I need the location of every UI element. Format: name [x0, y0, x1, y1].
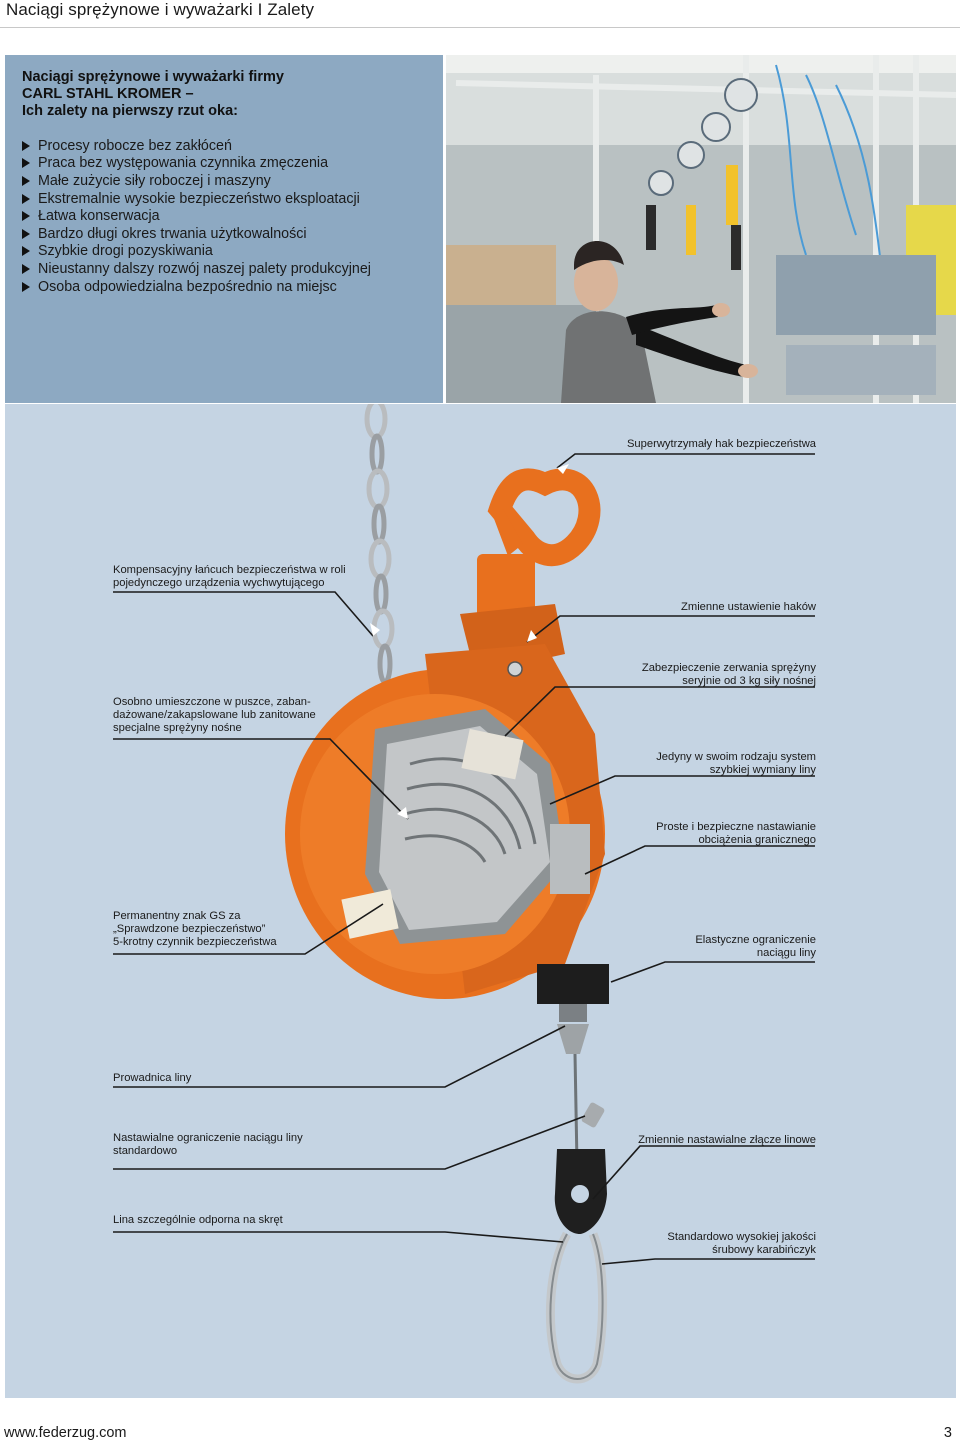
callout-text: Standardowo wysokiej jakości [667, 1231, 816, 1243]
title-divider [0, 27, 960, 28]
safety-hook [477, 479, 589, 624]
benefit-label: Ekstremalnie wysokie bezpieczeństwo eksploatacji [38, 190, 360, 207]
callout-springs [113, 696, 316, 736]
callout-text: Kompensacyjny łańcuch bezpieczeństwa w roli [113, 564, 346, 576]
benefit-item [22, 260, 371, 278]
bullet-triangle-icon [22, 194, 30, 204]
benefit-label: Szybkie drogi pozyskiwania [38, 243, 213, 260]
callout-chain [113, 564, 346, 590]
benefit-label: Praca bez występowania czynnika zmęczenia [38, 155, 329, 172]
callout-spring-break [642, 662, 816, 688]
safety-chain [367, 404, 392, 682]
callout-text: Nastawialne ograniczenie naciągu liny [113, 1132, 303, 1144]
callout-carabiner [667, 1231, 816, 1257]
callout-text: Prowadnica liny [113, 1072, 192, 1084]
callout-text: Superwytrzymały hak bezpieczeństwa [626, 438, 816, 450]
callout-text: „Sprawdzone bezpieczeństwo” [113, 923, 266, 936]
callout-load-setting [656, 821, 816, 847]
workshop-illustration [446, 55, 956, 403]
benefit-item [22, 172, 371, 190]
balancer-housing [285, 644, 605, 999]
intro-heading-line: Naciągi sprężynowe i wyważarki firmy [22, 69, 284, 85]
benefit-label: Osoba odpowiedzialna bezpośrednio na miejsc [38, 278, 337, 295]
callout-hook-setting [681, 601, 816, 614]
benefit-item [22, 137, 371, 155]
callout-text: specjalne sprężyny nośne [113, 722, 242, 735]
callout-text: Zabezpieczenie zerwania sprężyny [641, 662, 816, 674]
callout-text: obciążenia granicznego [698, 834, 816, 847]
page-title: Naciągi sprężynowe i wyważarki I Zalety [6, 0, 315, 19]
bullet-triangle-icon [22, 246, 30, 256]
benefit-label: Nieustanny dalszy rozwój naszej palety produkcyjnej [38, 260, 371, 277]
callout-quick-change [656, 751, 816, 777]
benefit-label: Małe zużycie siły roboczej i maszyny [38, 172, 271, 189]
benefit-item [22, 278, 371, 296]
intro-panel [5, 55, 443, 403]
callout-rope [113, 1214, 283, 1227]
callout-text: Permanentny znak GS za [113, 910, 241, 922]
benefit-item [22, 243, 371, 261]
callout-text: śrubowy karabińczyk [712, 1244, 816, 1257]
callout-rope-guide [113, 1072, 191, 1085]
bullet-triangle-icon [22, 141, 30, 151]
callout-text: Elastyczne ograniczenie [695, 934, 816, 946]
bullet-triangle-icon [22, 282, 30, 292]
footer-url[interactable]: www.federzug.com [4, 1425, 127, 1441]
intro-heading [22, 69, 284, 120]
benefit-list [22, 137, 371, 295]
benefit-label: Procesy robocze bez zakłóceń [38, 137, 232, 154]
benefit-item [22, 190, 371, 208]
product-diagram-panel [5, 404, 956, 1398]
page-number: 3 [943, 1425, 952, 1441]
callout-text: Jedyny w swoim rodzaju system [656, 751, 816, 763]
bullet-triangle-icon [22, 158, 30, 168]
callout-text: Zmienne ustawienie haków [681, 601, 816, 613]
bullet-triangle-icon [22, 176, 30, 186]
benefit-item [22, 225, 371, 243]
benefit-label: Bardzo długi okres trwania użytkowalności [38, 225, 307, 242]
benefit-item [22, 207, 371, 225]
callout-text: Lina szczególnie odporna na skręt [113, 1214, 283, 1226]
callout-text: dażowane/zakapslowane lub zanitowane [113, 709, 316, 722]
workshop-photo [446, 55, 956, 403]
callout-text: naciągu liny [756, 947, 816, 960]
callout-text: 5-krotny czynnik bezpieczeństwa [113, 936, 277, 949]
callout-text: Zmiennie nastawialne złącze linowe [638, 1134, 816, 1146]
callout-text: pojedynczego urządzenia wychwytującego [113, 577, 325, 590]
callout-text: Proste i bezpieczne nastawianie [656, 821, 816, 833]
callout-text: seryjnie od 3 kg siły nośnej [682, 675, 816, 688]
intro-heading-line: Ich zalety na pierwszy rzut oka: [22, 103, 238, 119]
bullet-triangle-icon [22, 211, 30, 221]
benefit-label: Łatwa konserwacja [38, 208, 160, 225]
bullet-triangle-icon [22, 229, 30, 239]
benefit-item [22, 155, 371, 173]
callout-text: Osobno umieszczone w puszce, zaban- [113, 696, 311, 708]
bullet-triangle-icon [22, 264, 30, 274]
callout-gs-mark [113, 910, 277, 950]
callout-text: standardowo [113, 1145, 178, 1158]
callout-adjustable-limit [113, 1132, 303, 1158]
callout-rope-coupling [638, 1134, 816, 1147]
callout-text: szybkiej wymiany liny [709, 764, 816, 777]
callout-hook [627, 438, 816, 451]
intro-heading-line: CARL STAHL KROMER – [22, 86, 194, 102]
callout-elastic-limit [695, 934, 816, 960]
